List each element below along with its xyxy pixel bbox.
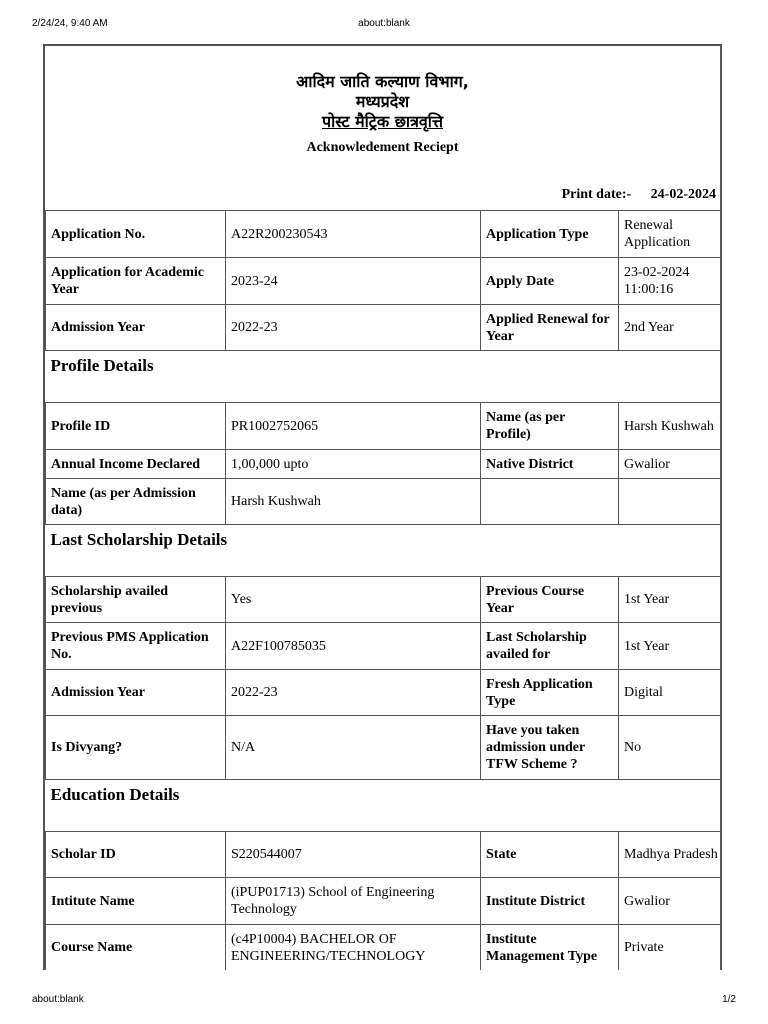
- table-row: [46, 450, 723, 479]
- field-value: 1,00,000 upto: [226, 450, 481, 479]
- field-value: Gwalior: [619, 450, 723, 479]
- field-label: Profile ID: [46, 403, 226, 450]
- field-value: Yes: [226, 577, 481, 623]
- field-value: 2022-23: [226, 305, 481, 351]
- field-label: Apply Date: [481, 258, 619, 305]
- field-value: 23-02-2024 11:00:16: [619, 258, 723, 305]
- department-name: आदिम जाति कल्याण विभाग,: [296, 72, 469, 91]
- footer-url: about:blank: [32, 994, 84, 1005]
- table-row: [46, 479, 723, 525]
- field-value: 1st Year: [619, 623, 723, 670]
- field-value: Harsh Kushwah: [619, 403, 723, 450]
- field-label: Scholarship availed previous: [46, 577, 226, 623]
- table-row: [46, 211, 723, 258]
- field-value: Harsh Kushwah: [226, 479, 481, 525]
- section-title-scholarship: Last Scholarship Details: [46, 525, 723, 577]
- field-label: Native District: [481, 450, 619, 479]
- state-name: मध्यप्रदेश: [355, 92, 410, 111]
- table-row: [46, 716, 723, 780]
- receipt-table: [45, 210, 722, 970]
- field-label: Application for Academic Year: [46, 258, 226, 305]
- field-value: Gwalior: [619, 878, 723, 925]
- field-label: Intitute Name: [46, 878, 226, 925]
- field-label: [481, 479, 619, 525]
- field-label: Scholar ID: [46, 832, 226, 878]
- table-row: [46, 670, 723, 716]
- section-header-row: [46, 525, 723, 577]
- field-label: Applied Renewal for Year: [481, 305, 619, 351]
- field-label: Admission Year: [46, 670, 226, 716]
- print-date-value: 24-02-2024: [650, 187, 716, 202]
- print-datetime: 2/24/24, 9:40 AM: [32, 18, 108, 29]
- field-value: No: [619, 716, 723, 780]
- table-row: [46, 258, 723, 305]
- field-value: A22F100785035: [226, 623, 481, 670]
- field-value: 2023-24: [226, 258, 481, 305]
- table-row: [46, 832, 723, 878]
- table-row: [46, 925, 723, 971]
- field-label: Previous PMS Application No.: [46, 623, 226, 670]
- print-title: about:blank: [358, 18, 410, 29]
- field-label: Admission Year: [46, 305, 226, 351]
- field-label: Course Name: [46, 925, 226, 971]
- field-label: Annual Income Declared: [46, 450, 226, 479]
- field-value: A22R200230543: [226, 211, 481, 258]
- section-title-profile: Profile Details: [46, 351, 723, 403]
- field-label: Application Type: [481, 211, 619, 258]
- receipt-sheet: [43, 44, 722, 970]
- field-label: Is Divyang?: [46, 716, 226, 780]
- field-label: Institute District: [481, 878, 619, 925]
- page-number: 1/2: [722, 994, 736, 1005]
- field-label: Previous Course Year: [481, 577, 619, 623]
- table-row: [46, 403, 723, 450]
- section-header-row: [46, 780, 723, 832]
- print-date: [562, 187, 716, 203]
- field-value: Madhya Pradesh: [619, 832, 723, 878]
- field-label: State: [481, 832, 619, 878]
- section-title-education: Education Details: [46, 780, 723, 832]
- field-label: Institute Management Type: [481, 925, 619, 971]
- field-value: Digital: [619, 670, 723, 716]
- field-label: Last Scholarship availed for: [481, 623, 619, 670]
- field-value: 2nd Year: [619, 305, 723, 351]
- field-label: Have you taken admission under TFW Scheme ?: [481, 716, 619, 780]
- table-row: [46, 305, 723, 351]
- field-label: Name (as per Profile): [481, 403, 619, 450]
- field-label: Name (as per Admission data): [46, 479, 226, 525]
- field-value: 1st Year: [619, 577, 723, 623]
- field-value: PR1002752065: [226, 403, 481, 450]
- field-value: Renewal Application: [619, 211, 723, 258]
- field-value: 2022-23: [226, 670, 481, 716]
- table-row: [46, 577, 723, 623]
- print-date-label: Print date:-: [561, 187, 632, 202]
- field-label: Application No.: [46, 211, 226, 258]
- field-value: N/A: [226, 716, 481, 780]
- field-value: [619, 479, 723, 525]
- field-value: (c4P10004) BACHELOR OF ENGINEERING/TECHNOLOGY: [226, 925, 481, 971]
- scheme-name: पोस्ट मैट्रिक छात्रवृत्ति: [321, 112, 443, 131]
- receipt-heading: [45, 46, 720, 210]
- field-value: S220544007: [226, 832, 481, 878]
- table-row: [46, 878, 723, 925]
- field-label: Fresh Application Type: [481, 670, 619, 716]
- field-value: Private: [619, 925, 723, 971]
- table-row: [46, 623, 723, 670]
- receipt-title: Acknowledement Reciept: [306, 140, 459, 155]
- section-header-row: [46, 351, 723, 403]
- field-value: (iPUP01713) School of Engineering Technology: [226, 878, 481, 925]
